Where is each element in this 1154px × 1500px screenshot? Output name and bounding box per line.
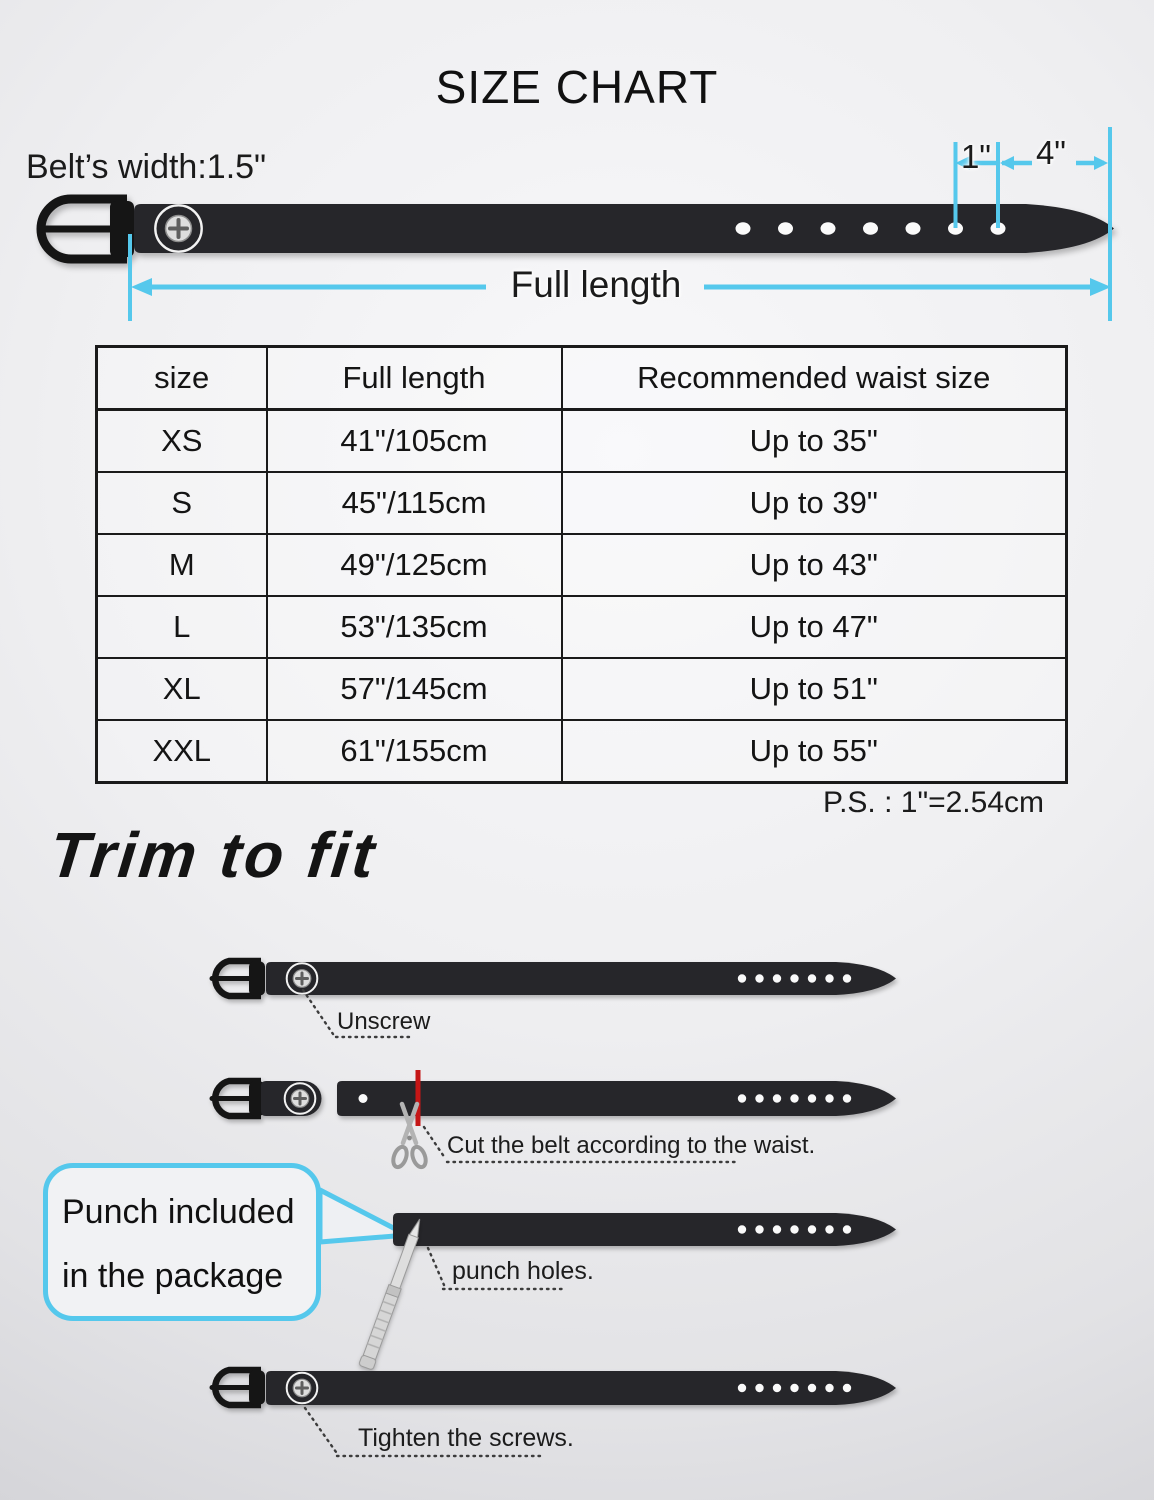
step3-punch-holes-label: punch holes. <box>452 1257 594 1285</box>
screw-icon <box>293 970 311 988</box>
screw-icon <box>166 216 192 242</box>
step3-belt <box>393 1213 896 1246</box>
table-header-row <box>97 347 1067 410</box>
col-header-size: size <box>97 347 267 410</box>
table-row <box>97 596 1067 658</box>
table-cell: XL <box>97 658 267 720</box>
punch-included-bubble <box>43 1163 321 1321</box>
table-row <box>97 720 1067 783</box>
screw-icon <box>293 1379 311 1397</box>
table-cell: S <box>97 472 267 534</box>
step1-unscrew-label: Unscrew <box>337 1008 431 1035</box>
table-cell: 49"/125cm <box>267 534 562 596</box>
table-cell: Up to 39" <box>562 472 1067 534</box>
col-header-full-length: Full length <box>267 347 562 410</box>
table-cell: Up to 47" <box>562 596 1067 658</box>
cut-line <box>416 1070 421 1126</box>
step2-cut-label: Cut the belt according to the waist. <box>447 1132 816 1159</box>
table-cell: XXL <box>97 720 267 783</box>
main-belt-illustration <box>41 199 1114 259</box>
table-cell: 61"/155cm <box>267 720 562 783</box>
table-cell: Up to 35" <box>562 410 1067 473</box>
step4-tighten-screws-label: Tighten the screws. <box>358 1424 574 1452</box>
table-cell: 41"/105cm <box>267 410 562 473</box>
table-cell: Up to 43" <box>562 534 1067 596</box>
full-length-label: Full length <box>510 264 682 305</box>
conversion-note: P.S. : 1"=2.54cm <box>822 786 1044 819</box>
table-cell: 53"/135cm <box>267 596 562 658</box>
bubble-text-line2: in the package <box>62 1257 284 1295</box>
table-cell: L <box>97 596 267 658</box>
table-row <box>97 534 1067 596</box>
size-table <box>95 345 1068 784</box>
dimension-1inch-label: 1" <box>960 138 992 175</box>
table-cell: Up to 55" <box>562 720 1067 783</box>
table-row <box>97 658 1067 720</box>
col-header-waist: Recommended waist size <box>562 347 1067 410</box>
dimension-4inch-label: 4" <box>1035 134 1067 171</box>
step2-belt <box>212 1081 896 1116</box>
step1-belt <box>212 961 896 996</box>
page-title: SIZE CHART <box>435 61 719 113</box>
trim-to-fit-heading: Trim to fit <box>46 819 381 891</box>
table-cell: M <box>97 534 267 596</box>
table-cell: 57"/145cm <box>267 658 562 720</box>
table-row <box>97 472 1067 534</box>
table-cell: Up to 51" <box>562 658 1067 720</box>
table-row <box>97 410 1067 473</box>
table-cell: XS <box>97 410 267 473</box>
table-cell: 45"/115cm <box>267 472 562 534</box>
step4-belt <box>212 1370 896 1405</box>
belt-width-label: Belt’s width:1.5" <box>26 148 267 186</box>
belt-strap <box>134 204 1114 253</box>
screw-icon <box>291 1090 309 1108</box>
bubble-text-line1: Punch included <box>62 1193 295 1231</box>
